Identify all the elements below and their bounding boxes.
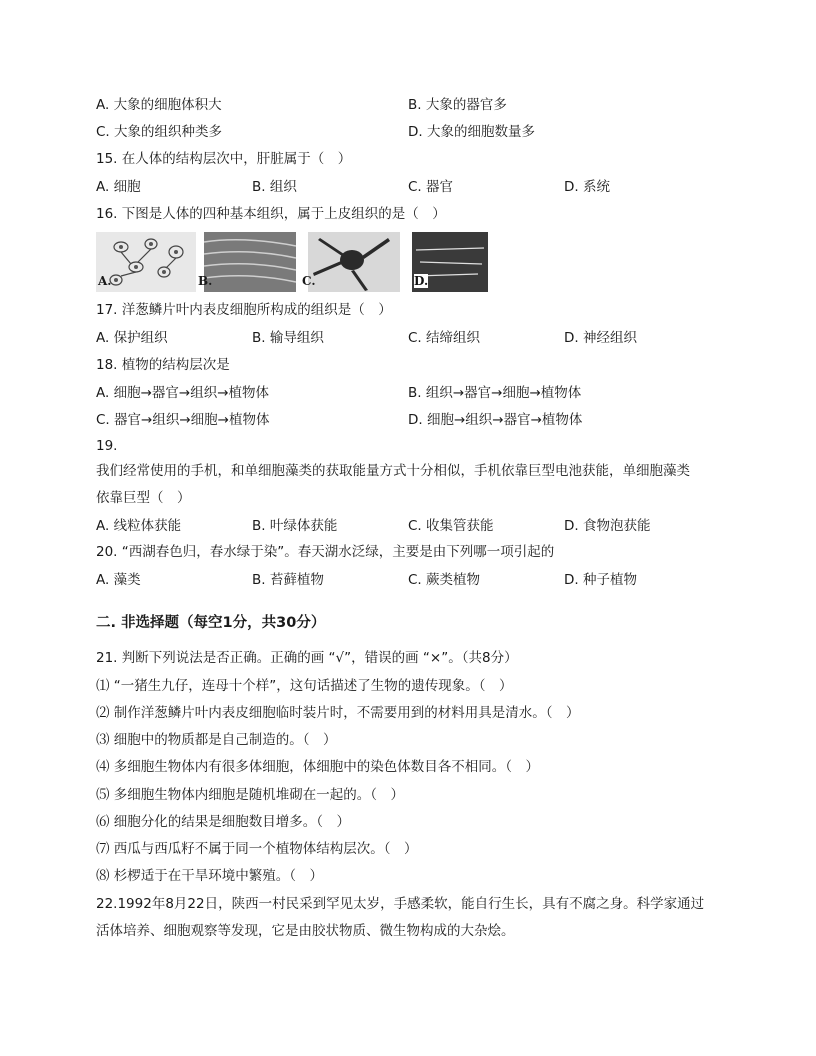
q15-option-d: D. 系统 bbox=[564, 179, 610, 195]
q20-stem: 20. “西湖春色归，春水绿于染”。春天湖水泛绿，主要是由下列哪一项引起的 bbox=[96, 544, 555, 560]
q18-option-b: B. 组织→器官→细胞→植物体 bbox=[408, 385, 582, 401]
q19-stem-line1: 我们经常使用的手机，和单细胞藻类的获取能量方式十分相似，手机依靠巨型电池获能，单细胞藻类 bbox=[96, 463, 690, 479]
q21-item-2: ⑵ 制作洋葱鳞片叶内表皮细胞临时装片时，不需要用到的材料用具是清水。（ ） bbox=[96, 705, 580, 721]
q14-option-c: C. 大象的组织种类多 bbox=[96, 124, 223, 140]
q14-option-a: A. 大象的细胞体积大 bbox=[96, 97, 222, 113]
q19-option-b: B. 叶绿体获能 bbox=[252, 518, 338, 534]
q22-line-1: 22.1992年8月22日，陕西一村民采到罕见太岁，手感柔软，能自行生长，具有不腐之身。科学家通过 bbox=[96, 896, 705, 912]
q21-item-5: ⑸ 多细胞生物体内细胞是随机堆砌在一起的。（ ） bbox=[96, 787, 405, 803]
tissue-image-c bbox=[308, 232, 400, 292]
q20-option-a: A. 藻类 bbox=[96, 572, 141, 588]
section-2-heading: 二. 非选择题（每空1分，共30分） bbox=[96, 615, 326, 631]
tissue-image-b bbox=[204, 232, 296, 292]
q20-option-b: B. 苔藓植物 bbox=[252, 572, 324, 588]
q19-number: 19. bbox=[96, 438, 118, 454]
q16-stem: 16. 下图是人体的四种基本组织，属于上皮组织的是（ ） bbox=[96, 206, 446, 222]
q14-option-d: D. 大象的细胞数量多 bbox=[408, 124, 535, 140]
q19-option-a: A. 线粒体获能 bbox=[96, 518, 182, 534]
q17-option-a: A. 保护组织 bbox=[96, 330, 168, 346]
q19-option-d: D. 食物泡获能 bbox=[564, 518, 651, 534]
q17-option-d: D. 神经组织 bbox=[564, 330, 637, 346]
q18-option-d: D. 细胞→组织→器官→植物体 bbox=[408, 412, 583, 428]
q18-stem: 18. 植物的结构层次是 bbox=[96, 357, 230, 373]
tissue-label-d: D. bbox=[414, 274, 429, 288]
q21-stem: 21. 判断下列说法是否正确。正确的画 “√”，错误的画 “×”。（共8分） bbox=[96, 650, 518, 666]
q21-item-4: ⑷ 多细胞生物体内有很多体细胞，体细胞中的染色体数目各不相同。（ ） bbox=[96, 759, 540, 775]
tissue-image-row bbox=[96, 232, 496, 292]
q21-item-8: ⑻ 杉椤适于在干旱环境中繁殖。（ ） bbox=[96, 868, 324, 884]
q21-item-1: ⑴ “一猪生九仔，连母十个样”，这句话描述了生物的遗传现象。（ ） bbox=[96, 678, 513, 694]
q14-option-b: B. 大象的器官多 bbox=[408, 97, 507, 113]
q15-option-a: A. 细胞 bbox=[96, 179, 141, 195]
q21-item-3: ⑶ 细胞中的物质都是自己制造的。（ ） bbox=[96, 732, 337, 748]
q15-stem: 15. 在人体的结构层次中，肝脏属于（ ） bbox=[96, 151, 352, 167]
q17-stem: 17. 洋葱鳞片叶内表皮细胞所构成的组织是（ ） bbox=[96, 302, 392, 318]
q20-option-d: D. 种子植物 bbox=[564, 572, 637, 588]
tissue-label-c: C. bbox=[302, 274, 316, 288]
q17-option-b: B. 输导组织 bbox=[252, 330, 324, 346]
tissue-label-b: B. bbox=[198, 274, 213, 288]
q21-item-6: ⑹ 细胞分化的结果是细胞数目增多。（ ） bbox=[96, 814, 351, 830]
q17-option-c: C. 结缔组织 bbox=[408, 330, 481, 346]
tissue-label-a: A. bbox=[98, 274, 112, 288]
q20-option-c: C. 蕨类植物 bbox=[408, 572, 481, 588]
q21-item-7: ⑺ 西瓜与西瓜籽不属于同一个植物体结构层次。（ ） bbox=[96, 841, 418, 857]
q19-option-c: C. 收集管获能 bbox=[408, 518, 494, 534]
q19-stem-line2: 依靠巨型（ ） bbox=[96, 490, 191, 506]
q18-option-c: C. 器官→组织→细胞→植物体 bbox=[96, 412, 270, 428]
q15-option-b: B. 组织 bbox=[252, 179, 297, 195]
q22-line-2: 活体培养、细胞观察等发现，它是由胶状物质、微生物构成的大杂烩。 bbox=[96, 923, 515, 939]
q18-option-a: A. 细胞→器官→组织→植物体 bbox=[96, 385, 270, 401]
q15-option-c: C. 器官 bbox=[408, 179, 454, 195]
